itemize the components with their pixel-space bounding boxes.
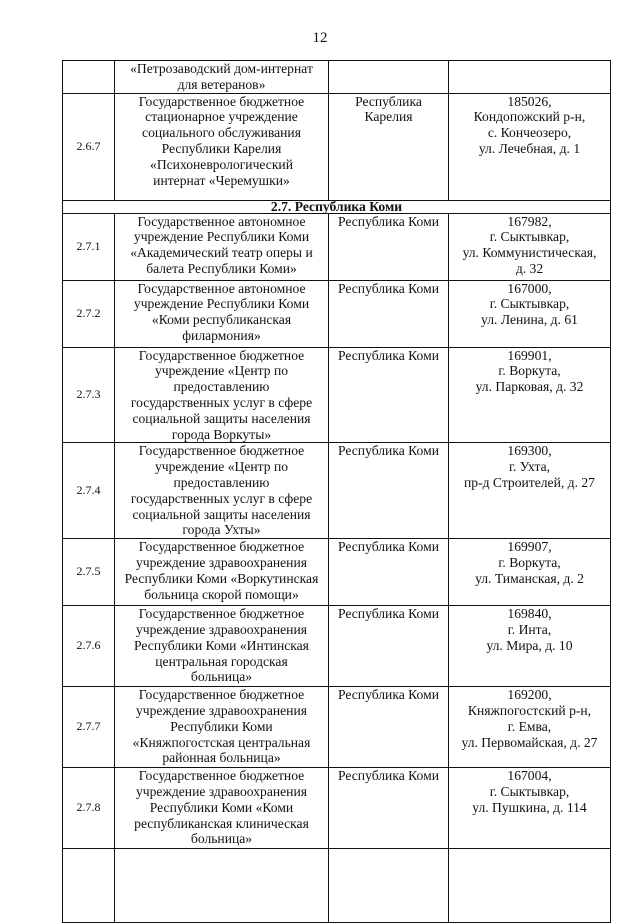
table-row <box>63 93 611 200</box>
name-line: социального обслуживания <box>142 125 301 141</box>
address-line: 185026, <box>507 93 552 109</box>
registry-body <box>63 61 611 923</box>
name-line: учреждение здравоохранения <box>136 554 307 570</box>
name-line: Республики Коми «Коми <box>149 799 294 815</box>
name-line: «Княжпогостская центральная <box>132 734 311 750</box>
name-line: «Петрозаводский дом-интернат <box>130 61 313 76</box>
name-line: предоставлению <box>173 474 270 490</box>
name-line: балета Республики Коми» <box>146 260 297 276</box>
name-line: Республики Коми «Воркутинская <box>124 570 319 586</box>
cell-name <box>115 849 329 923</box>
cell-address <box>449 849 611 923</box>
cell-name <box>115 443 329 539</box>
address-line: 169907, <box>507 539 552 555</box>
cell-name <box>115 93 329 200</box>
address-line: ул. Первомайская, д. 27 <box>461 734 598 750</box>
address-line: д. 32 <box>515 260 544 276</box>
table-row <box>63 687 611 768</box>
name-line: города Ухты» <box>182 522 261 538</box>
name-line: социальной защиты населения <box>132 410 311 426</box>
address-line: г. Сыктывкар, <box>489 229 570 245</box>
cell-address <box>449 280 611 347</box>
table-row <box>63 606 611 687</box>
table-row <box>63 61 611 94</box>
region-line: Республика Коми <box>338 347 439 363</box>
table-row <box>63 539 611 606</box>
name-line: «Коми республиканская <box>151 312 292 328</box>
name-line: «Академический театр оперы и <box>130 245 313 261</box>
address-line: г. Воркута, <box>498 363 561 379</box>
row-number: 2.7.8 <box>63 768 115 849</box>
address-line: ул. Мира, д. 10 <box>486 637 573 653</box>
name-line: учреждение «Центр по <box>154 363 289 379</box>
address-line: 169200, <box>507 687 552 703</box>
address-line: 169901, <box>507 347 552 363</box>
name-line: социальной защиты населения <box>132 506 311 522</box>
region-line: Республика Коми <box>338 539 439 555</box>
cell-region <box>329 347 449 443</box>
region-line: Республика Коми <box>338 443 439 459</box>
region-line: Республика Коми <box>338 280 439 296</box>
address-line: г. Инта, <box>507 621 552 637</box>
name-line: Государственное бюджетное <box>138 687 305 703</box>
cell-address <box>449 213 611 280</box>
name-line: интернат «Черемушки» <box>153 172 290 188</box>
cell-region <box>329 280 449 347</box>
cell-address <box>449 61 611 94</box>
cell-address <box>449 606 611 687</box>
address-line: г. Сыктывкар, <box>489 783 570 799</box>
name-line: города Воркуты» <box>171 426 272 442</box>
cell-region <box>329 93 449 200</box>
cell-region <box>329 687 449 768</box>
row-number: 2.7.3 <box>63 347 115 443</box>
name-line: больница скорой помощи» <box>144 586 299 602</box>
address-line: 167982, <box>507 213 552 229</box>
name-line: учреждение здравоохранения <box>136 621 307 637</box>
cell-region <box>329 606 449 687</box>
name-line: центральная городская <box>155 653 288 669</box>
name-line: республиканская клиническая <box>134 815 309 831</box>
address-line: пр-д Строителей, д. 27 <box>464 474 595 490</box>
table-row <box>63 849 611 923</box>
cell-name <box>115 213 329 280</box>
address-line: ул. Ленина, д. 61 <box>481 312 578 328</box>
name-line: Государственное бюджетное <box>138 347 305 363</box>
name-line: учреждение здравоохранения <box>136 702 307 718</box>
row-number <box>63 849 115 923</box>
address-line: 167004, <box>507 768 552 784</box>
cell-name <box>115 687 329 768</box>
address-line: 169300, <box>507 443 552 459</box>
address-line: ул. Пушкина, д. 114 <box>472 799 587 815</box>
cell-region <box>329 443 449 539</box>
row-number: 2.7.4 <box>63 443 115 539</box>
address-line: г. Воркута, <box>498 554 561 570</box>
name-line: Государственное бюджетное <box>138 539 305 555</box>
row-number: 2.7.6 <box>63 606 115 687</box>
address-line: г. Ухта, <box>508 459 551 475</box>
cell-region <box>329 213 449 280</box>
row-number: 2.7.7 <box>63 687 115 768</box>
cell-name <box>115 61 329 94</box>
name-line: филармония» <box>182 327 261 343</box>
section-heading: 2.7. Республика Коми <box>63 200 611 213</box>
row-number: 2.7.5 <box>63 539 115 606</box>
name-line: «Психоневрологический <box>150 156 293 172</box>
region-line: Республика Коми <box>338 213 439 229</box>
cell-name <box>115 539 329 606</box>
cell-region <box>329 768 449 849</box>
address-line: с. Кончеозеро, <box>487 125 572 141</box>
name-line: государственных услуг в сфере <box>130 490 313 506</box>
table-row <box>63 347 611 443</box>
section-row <box>63 200 611 213</box>
row-number: 2.6.7 <box>63 93 115 200</box>
address-line: ул. Парковая, д. 32 <box>475 379 584 395</box>
page-number: 12 <box>312 30 328 46</box>
cell-region <box>329 849 449 923</box>
cell-region <box>329 539 449 606</box>
name-line: Государственное бюджетное <box>138 768 305 784</box>
row-number: 2.7.2 <box>63 280 115 347</box>
name-line: Республики Коми «Интинская <box>134 637 309 653</box>
address-line: ул. Коммунистическая, <box>462 245 597 261</box>
name-line: стационарное учреждение <box>145 109 298 125</box>
name-line: больница» <box>190 669 253 685</box>
region-line: Республика Коми <box>338 606 439 622</box>
address-line: г. Сыктывкар, <box>489 296 570 312</box>
cell-name <box>115 606 329 687</box>
name-line: районная больница» <box>162 750 281 766</box>
cell-region <box>329 61 449 94</box>
cell-name <box>115 280 329 347</box>
region-line: Республика <box>355 93 422 109</box>
region-line: Карелия <box>364 109 413 125</box>
name-line: Республики Карелия <box>161 140 282 156</box>
table-row <box>63 768 611 849</box>
address-line: Кондопожский р-н, <box>473 109 586 125</box>
address-line: 167000, <box>507 280 552 296</box>
address-line: ул. Лечебная, д. 1 <box>478 140 581 156</box>
region-line: Республика Коми <box>338 687 439 703</box>
cell-address <box>449 687 611 768</box>
name-line: Государственное бюджетное <box>138 606 305 622</box>
table-row <box>63 280 611 347</box>
row-number: 2.7.1 <box>63 213 115 280</box>
cell-address <box>449 443 611 539</box>
cell-address <box>449 93 611 200</box>
name-line: для ветеранов» <box>177 76 266 92</box>
name-line: предоставлению <box>173 379 270 395</box>
registry-table <box>62 60 611 923</box>
region-line: Республика Коми <box>338 768 439 784</box>
cell-address <box>449 347 611 443</box>
address-line: 169840, <box>507 606 552 622</box>
table-row <box>63 443 611 539</box>
address-line: г. Емва, <box>507 718 552 734</box>
name-line: Государственное автономное <box>137 280 306 296</box>
name-line: государственных услуг в сфере <box>130 394 313 410</box>
name-line: Государственное автономное <box>137 213 306 229</box>
name-line: учреждение Республики Коми <box>133 229 310 245</box>
address-line: Княжпогостский р-н, <box>467 702 592 718</box>
cell-address <box>449 539 611 606</box>
address-line: ул. Тиманская, д. 2 <box>475 570 584 586</box>
name-line: учреждение «Центр по <box>154 459 289 475</box>
table-row <box>63 213 611 280</box>
row-number <box>63 61 115 94</box>
name-line: Государственное бюджетное <box>138 93 305 109</box>
cell-name <box>115 768 329 849</box>
name-line: Республики Коми <box>170 718 273 734</box>
name-line: учреждение здравоохранения <box>136 783 307 799</box>
cell-name <box>115 347 329 443</box>
name-line: Государственное бюджетное <box>138 443 305 459</box>
cell-address <box>449 768 611 849</box>
name-line: больница» <box>190 831 253 847</box>
name-line: учреждение Республики Коми <box>133 296 310 312</box>
